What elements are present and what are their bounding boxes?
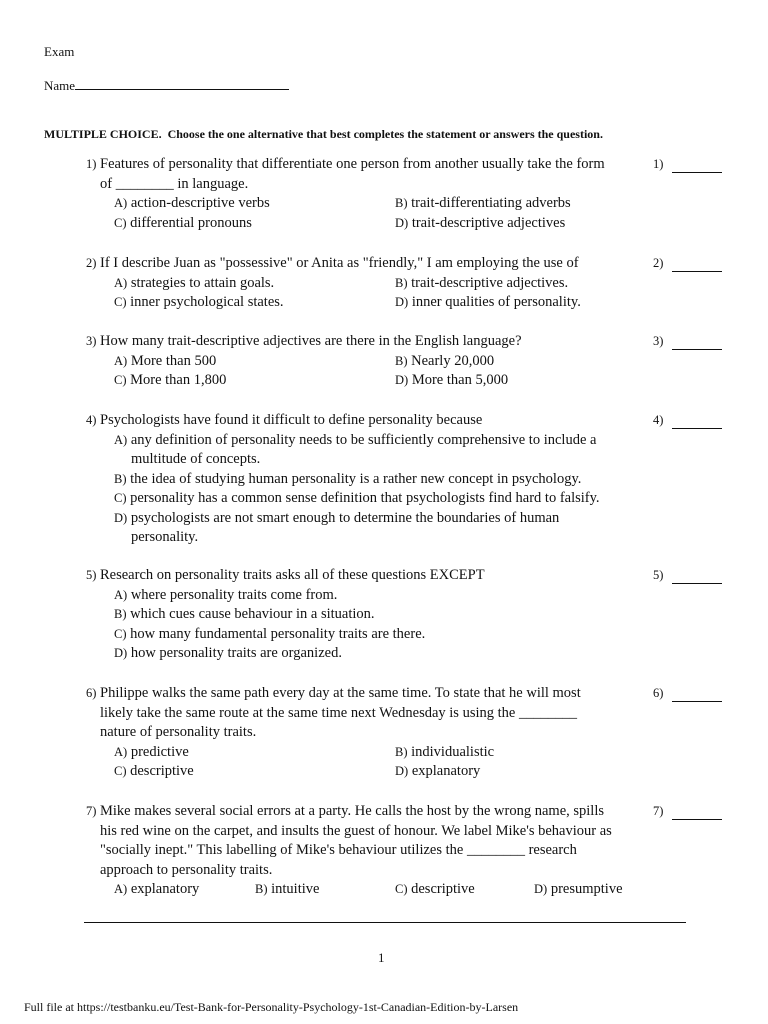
answer-option[interactable]: D) explanatory: [395, 763, 481, 779]
answer-blank[interactable]: [672, 583, 722, 584]
question-text-line: of ________ in language.: [100, 175, 249, 192]
option-letter: D): [534, 882, 548, 896]
answer-blank[interactable]: [672, 172, 722, 173]
option-letter: B): [395, 353, 408, 368]
question-text-line: How many trait-descriptive adjectives are there in the English language?: [100, 333, 522, 349]
question-text-line: Features of personality that differentiate one person from another usually take the form: [100, 156, 605, 172]
option-letter: B): [395, 196, 408, 210]
option-letter: B): [114, 471, 127, 486]
answer-option[interactable]: C) descriptive: [114, 763, 194, 779]
question-text-line: Psychologists have found it difficult to define personality because: [100, 412, 483, 428]
option-letter: A): [114, 196, 128, 210]
source-note: Full file at https://testbanku.eu/Test-Bank-for-Personality-Psychology-1st-Canadian-Edition-by-Larsen: [24, 1000, 519, 1014]
answer-option[interactable]: B) which cues cause behaviour in a situation.: [114, 606, 375, 622]
answer-option[interactable]: A) predictive: [114, 743, 189, 760]
answer-number: 3): [653, 334, 664, 348]
answer-number: 7): [653, 804, 664, 818]
question-text-line: his red wine on the carpet, and insults the guest of honour. We label Mike's behaviour as: [100, 822, 612, 839]
answer-option[interactable]: A) action-descriptive verbs: [114, 195, 270, 211]
answer-option[interactable]: D) trait-descriptive adjectives: [395, 214, 566, 231]
option-letter: A): [114, 275, 128, 290]
option-letter: D): [395, 215, 409, 230]
option-letter: A): [114, 353, 128, 368]
answer-number: 4): [653, 413, 664, 427]
answer-blank[interactable]: [672, 271, 722, 272]
question-text-line: Research on personality traits asks all of these questions EXCEPT: [100, 567, 485, 583]
answer-option-continuation: personality.: [131, 529, 199, 545]
question-text-line: "socially inept." This labelling of Mike's behaviour utilizes the ________ research: [100, 842, 577, 858]
question-text-line: nature of personality traits.: [100, 724, 257, 740]
answer-number: 5): [653, 568, 664, 582]
option-letter: B): [114, 607, 127, 621]
option-letter: D): [114, 510, 128, 525]
answer-option[interactable]: B) trait-descriptive adjectives.: [395, 274, 569, 291]
question-number: 1): [86, 157, 97, 171]
option-letter: C): [114, 491, 127, 505]
instructions-heading: MULTIPLE CHOICE.: [44, 127, 162, 141]
answer-option[interactable]: D) psychologists are not smart enough to determine the boundaries of human: [114, 509, 560, 526]
answer-option[interactable]: A) More than 500: [114, 352, 217, 369]
option-letter: D): [395, 295, 409, 309]
answer-number: 2): [653, 256, 664, 270]
answer-option[interactable]: A) any definition of personality needs to be sufficiently comprehensive to include a: [114, 431, 597, 448]
answer-option[interactable]: C) More than 1,800: [114, 372, 227, 388]
answer-number: 6): [653, 686, 664, 700]
answer-option[interactable]: B) intuitive: [255, 881, 320, 897]
question-number: 7): [86, 804, 97, 818]
answer-option[interactable]: B) the idea of studying human personality is a rather new concept in psychology.: [114, 470, 582, 487]
option-letter: C): [114, 295, 127, 309]
answer-blank[interactable]: [672, 428, 722, 429]
question-number: 3): [86, 334, 97, 348]
answer-option[interactable]: D) More than 5,000: [395, 372, 509, 388]
question-text-line: Philippe walks the same path every day at the same time. To state that he will most: [100, 685, 581, 701]
answer-option[interactable]: D) presumptive: [534, 881, 623, 897]
option-letter: D): [395, 764, 409, 778]
option-letter: C): [114, 373, 127, 387]
option-letter: A): [114, 587, 128, 602]
answer-number: 1): [653, 157, 664, 171]
option-letter: C): [114, 764, 127, 778]
question-number: 5): [86, 568, 97, 582]
option-letter: A): [114, 432, 128, 447]
option-letter: B): [395, 744, 408, 759]
answer-option[interactable]: D) inner qualities of personality.: [395, 294, 581, 310]
question-text-line: Mike makes several social errors at a party. He calls the host by the wrong name, spills: [100, 803, 604, 819]
answer-blank[interactable]: [672, 701, 722, 702]
answer-option[interactable]: B) trait-differentiating adverbs: [395, 195, 571, 211]
option-letter: C): [395, 882, 408, 896]
question-number: 4): [86, 413, 97, 427]
answer-option[interactable]: A) explanatory: [114, 881, 200, 897]
option-letter: D): [114, 646, 128, 660]
answer-option[interactable]: C) descriptive: [395, 881, 475, 897]
answer-option[interactable]: C) inner psychological states.: [114, 294, 284, 310]
answer-blank[interactable]: [672, 349, 722, 350]
exam-label: Exam: [44, 44, 75, 59]
option-letter: C): [114, 626, 127, 641]
answer-option[interactable]: B) Nearly 20,000: [395, 352, 495, 369]
question-number: 6): [86, 686, 97, 700]
answer-blank[interactable]: [672, 819, 722, 820]
answer-option[interactable]: B) individualistic: [395, 743, 495, 760]
option-letter: A): [114, 882, 128, 896]
answer-option[interactable]: C) differential pronouns: [114, 214, 252, 231]
instructions-text: Choose the one alternative that best completes the statement or answers the question.: [167, 127, 603, 141]
option-letter: B): [395, 275, 408, 290]
question-text-line: likely take the same route at the same time next Wednesday is using the ________: [100, 704, 577, 721]
option-letter: A): [114, 744, 128, 759]
answer-option[interactable]: C) personality has a common sense definition that psychologists find hard to falsify.: [114, 490, 600, 506]
question-text-line: approach to personality traits.: [100, 861, 273, 878]
option-letter: B): [255, 882, 268, 896]
question-text-line: If I describe Juan as "possessive" or Anita as "friendly," I am employing the use of: [100, 255, 579, 271]
option-letter: D): [395, 373, 409, 387]
page-number: 1: [378, 950, 385, 965]
answer-option[interactable]: A) where personality traits come from.: [114, 586, 338, 603]
name-label: Name: [44, 78, 76, 93]
answer-option-continuation: multitude of concepts.: [131, 451, 261, 467]
option-letter: C): [114, 215, 127, 230]
answer-option[interactable]: C) how many fundamental personality traits are there.: [114, 625, 426, 642]
question-number: 2): [86, 256, 97, 270]
answer-option[interactable]: D) how personality traits are organized.: [114, 645, 342, 661]
footer-rule: [84, 922, 686, 923]
answer-option[interactable]: A) strategies to attain goals.: [114, 274, 275, 291]
